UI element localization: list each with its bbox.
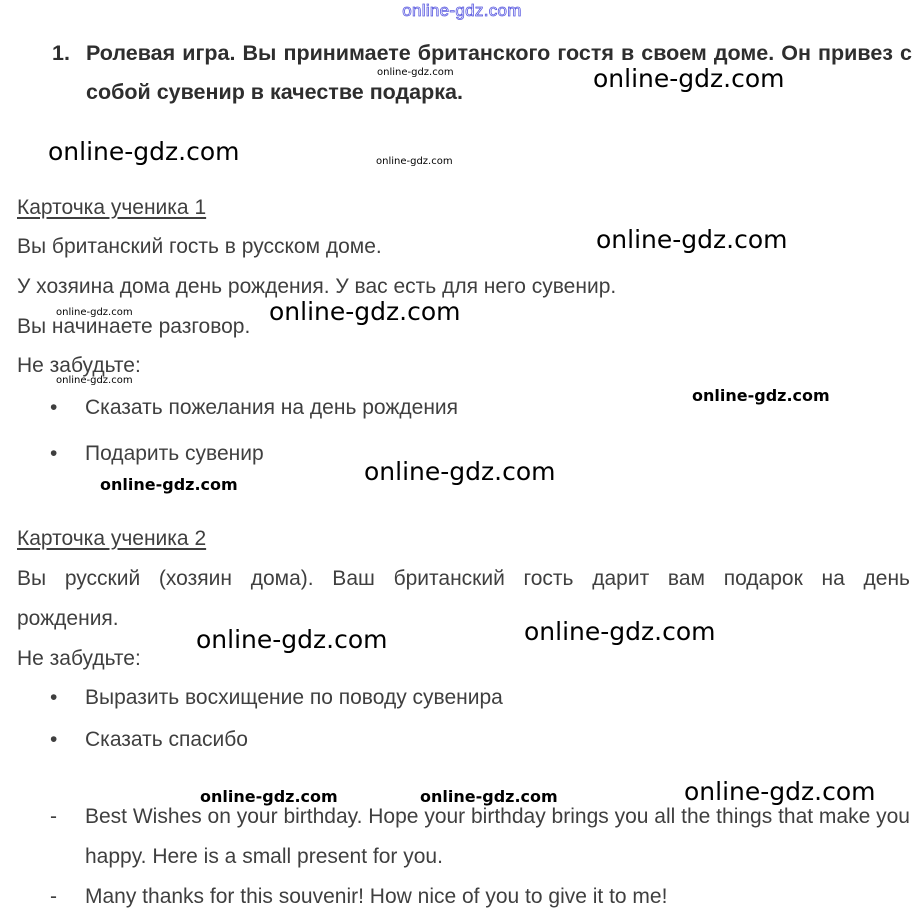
bullet-text: Сказать спасибо bbox=[85, 728, 248, 751]
card2-title: Карточка ученика 2 bbox=[17, 527, 207, 550]
watermark: online-gdz.com bbox=[56, 375, 133, 386]
card1-line-1: Вы британский гость в русском доме. bbox=[17, 235, 382, 258]
watermark: online-gdz.com bbox=[56, 307, 133, 318]
watermark: online-gdz.com bbox=[596, 225, 788, 254]
dialogue-dash: - bbox=[50, 805, 57, 828]
watermark: online-gdz.com bbox=[196, 625, 388, 654]
bullet-text: Сказать пожелания на день рождения bbox=[85, 396, 459, 419]
watermark: online-gdz.com bbox=[376, 156, 453, 167]
task-text: Ролевая игра. Вы принимаете британского гостя в своем доме. Он привез с собой сувенир в качестве подарка. bbox=[86, 41, 912, 104]
task-number: 1. bbox=[52, 41, 70, 65]
card2-line-1b: рождения. bbox=[17, 607, 119, 630]
watermark: online-gdz.com bbox=[420, 787, 558, 806]
dialogue-text: Many thanks for this souvenir! How nice of you to give it to me! bbox=[85, 885, 668, 908]
bullet-icon: • bbox=[50, 728, 58, 751]
card1-line-2: У хозяина дома день рождения. У вас есть для него сувенир. bbox=[17, 275, 617, 298]
watermark: online-gdz.com bbox=[377, 67, 454, 78]
card2-remember: Не забудьте: bbox=[17, 647, 141, 670]
bullet-text: Выразить восхищение по поводу сувенира bbox=[85, 686, 503, 709]
card1-line-3: Вы начинаете разговор. bbox=[17, 315, 251, 338]
bullet-icon: • bbox=[50, 396, 58, 419]
card2-line-1a: Вы русский (хозяин дома). Ваш британский гость дарит вам подарок на день bbox=[17, 567, 910, 590]
bullet-icon: • bbox=[50, 686, 58, 709]
watermark: online-gdz.com bbox=[684, 777, 876, 806]
watermark: online-gdz.com bbox=[269, 297, 461, 326]
watermark: online-gdz.com bbox=[364, 457, 556, 486]
watermark: online-gdz.com bbox=[524, 617, 716, 646]
watermark: online-gdz.com bbox=[48, 137, 240, 166]
watermark: online-gdz.com bbox=[593, 64, 785, 93]
bullet-text: Подарить сувенир bbox=[85, 442, 264, 465]
watermark: online-gdz.com bbox=[692, 386, 830, 405]
card1-remember: Не забудьте: bbox=[17, 354, 141, 377]
bullet-icon: • bbox=[50, 442, 58, 465]
watermark: online-gdz.com bbox=[200, 787, 338, 806]
card1-title: Карточка ученика 1 bbox=[17, 196, 207, 219]
dialogue-text: Best Wishes on your birthday. Hope your birthday brings you all the things that make you happy. Here is a small present for you. bbox=[85, 805, 910, 868]
watermark: online-gdz.com bbox=[100, 475, 238, 494]
header-watermark: online-gdz.com bbox=[402, 1, 522, 20]
dialogue-dash: - bbox=[50, 885, 57, 908]
